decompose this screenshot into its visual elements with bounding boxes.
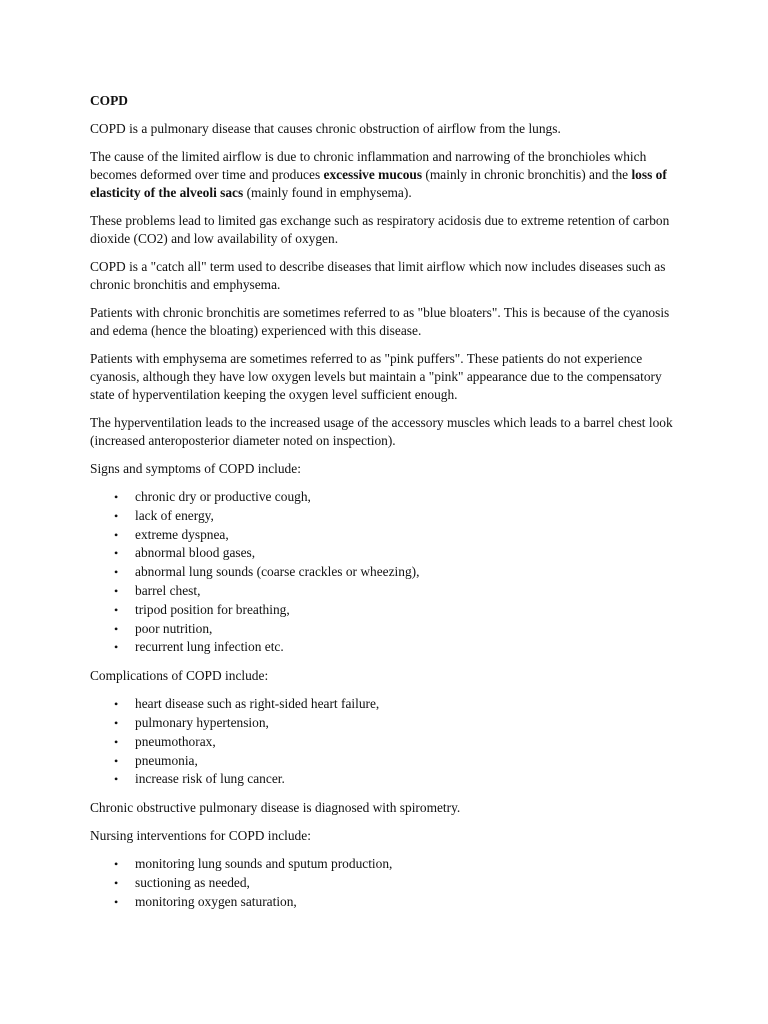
bullet-icon: • xyxy=(114,772,119,787)
list-item-text: increase risk of lung cancer. xyxy=(135,771,285,787)
nursing-list xyxy=(90,855,680,911)
bullet-icon: • xyxy=(114,621,119,636)
bullet-icon: • xyxy=(114,894,119,909)
list-item-text: barrel chest, xyxy=(135,582,201,598)
list-item xyxy=(90,488,680,507)
list-item-text: monitoring lung sounds and sputum production, xyxy=(135,856,393,872)
list-item xyxy=(90,855,680,874)
list-item xyxy=(90,695,680,714)
list-item xyxy=(90,638,680,657)
list-item-text: tripod position for breathing, xyxy=(135,601,290,617)
list-item xyxy=(90,770,680,789)
list-item-text: heart disease such as right-sided heart failure, xyxy=(135,696,380,712)
list-item xyxy=(90,526,680,545)
signs-list xyxy=(90,488,680,657)
paragraph-catch-all: COPD is a "catch all" term used to describe diseases that limit airflow which now includes diseases such as chronic bronchitis and emphysema. xyxy=(90,259,666,292)
list-item xyxy=(90,714,680,733)
paragraph-cause-text-3: (mainly found in emphysema). xyxy=(243,185,412,200)
list-item-text: monitoring oxygen saturation, xyxy=(135,893,297,909)
bullet-icon: • xyxy=(114,640,119,655)
paragraph-blue-bloaters: Patients with chronic bronchitis are sometimes referred to as "blue bloaters". This is because of the cyanosis and edema (hence the bloating) experienced with this disease. xyxy=(90,305,670,338)
list-item xyxy=(90,733,680,752)
paragraph-hyperventilation: The hyperventilation leads to the increased usage of the accessory muscles which leads to a barrel chest look (increased anteroposterior diameter noted on inspection). xyxy=(90,415,673,448)
bullet-icon: • xyxy=(114,602,119,617)
bold-loss-of-elasticity: loss of elasticity of the alveoli sacs xyxy=(90,167,667,200)
bold-excessive-mucous: excessive mucous xyxy=(323,167,423,182)
paragraph-cause xyxy=(90,148,680,202)
bullet-icon: • xyxy=(114,546,119,561)
bullet-icon: • xyxy=(114,857,119,872)
list-item-text: poor nutrition, xyxy=(135,620,213,636)
list-item xyxy=(90,582,680,601)
list-item-text: recurrent lung infection etc. xyxy=(135,639,284,655)
bullet-icon: • xyxy=(114,753,119,768)
list-item xyxy=(90,752,680,771)
list-item xyxy=(90,893,680,912)
list-item-text: abnormal lung sounds (coarse crackles or wheezing), xyxy=(135,564,420,580)
list-item-text: suctioning as needed, xyxy=(135,874,250,890)
bullet-icon: • xyxy=(114,697,119,712)
list-item xyxy=(90,544,680,563)
list-item-text: pneumothorax, xyxy=(135,733,216,749)
paragraph-definition: COPD is a pulmonary disease that causes chronic obstruction of airflow from the lungs. xyxy=(90,121,561,136)
bullet-icon: • xyxy=(114,565,119,580)
list-item-text: extreme dyspnea, xyxy=(135,526,229,542)
list-item xyxy=(90,507,680,526)
signs-heading: Signs and symptoms of COPD include: xyxy=(90,461,301,476)
nursing-heading: Nursing interventions for COPD include: xyxy=(90,828,311,844)
complications-list xyxy=(90,695,680,789)
paragraph-diagnosis: Chronic obstructive pulmonary disease is diagnosed with spirometry. xyxy=(90,800,461,816)
paragraph-cause-text-2: (mainly in chronic bronchitis) and the xyxy=(422,167,632,182)
document-title: COPD xyxy=(90,93,128,108)
list-item xyxy=(90,563,680,582)
list-item xyxy=(90,620,680,639)
bullet-icon: • xyxy=(114,734,119,749)
list-item-text: chronic dry or productive cough, xyxy=(135,489,311,504)
bullet-icon: • xyxy=(114,508,119,523)
list-item-text: pneumonia, xyxy=(135,752,198,768)
paragraph-gas-exchange: These problems lead to limited gas exchange such as respiratory acidosis due to extreme retention of carbon dioxide (CO2) and low availability of oxygen. xyxy=(90,213,670,246)
bullet-icon: • xyxy=(114,527,119,542)
document-page xyxy=(90,92,680,922)
list-item-text: abnormal blood gases, xyxy=(135,545,256,561)
bullet-icon: • xyxy=(114,875,119,890)
paragraph-cause-text-1: The cause of the limited airflow is due to chronic inflammation and narrowing of the bronchioles which becomes deformed over time and produces xyxy=(90,149,647,182)
list-item-text: lack of energy, xyxy=(135,507,214,523)
list-item xyxy=(90,874,680,893)
bullet-icon: • xyxy=(114,715,119,730)
paragraph-pink-puffers: Patients with emphysema are sometimes referred to as "pink puffers". These patients do not experience cyanosis, although they have low oxygen levels but maintain a "pink" appearance due to the compensatory state of hyperventilation keeping the oxygen level sufficient enough. xyxy=(90,351,662,402)
list-item xyxy=(90,601,680,620)
list-item-text: pulmonary hypertension, xyxy=(135,714,269,730)
bullet-icon: • xyxy=(114,583,119,598)
complications-heading: Complications of COPD include: xyxy=(90,668,269,684)
bullet-icon: • xyxy=(114,490,119,504)
